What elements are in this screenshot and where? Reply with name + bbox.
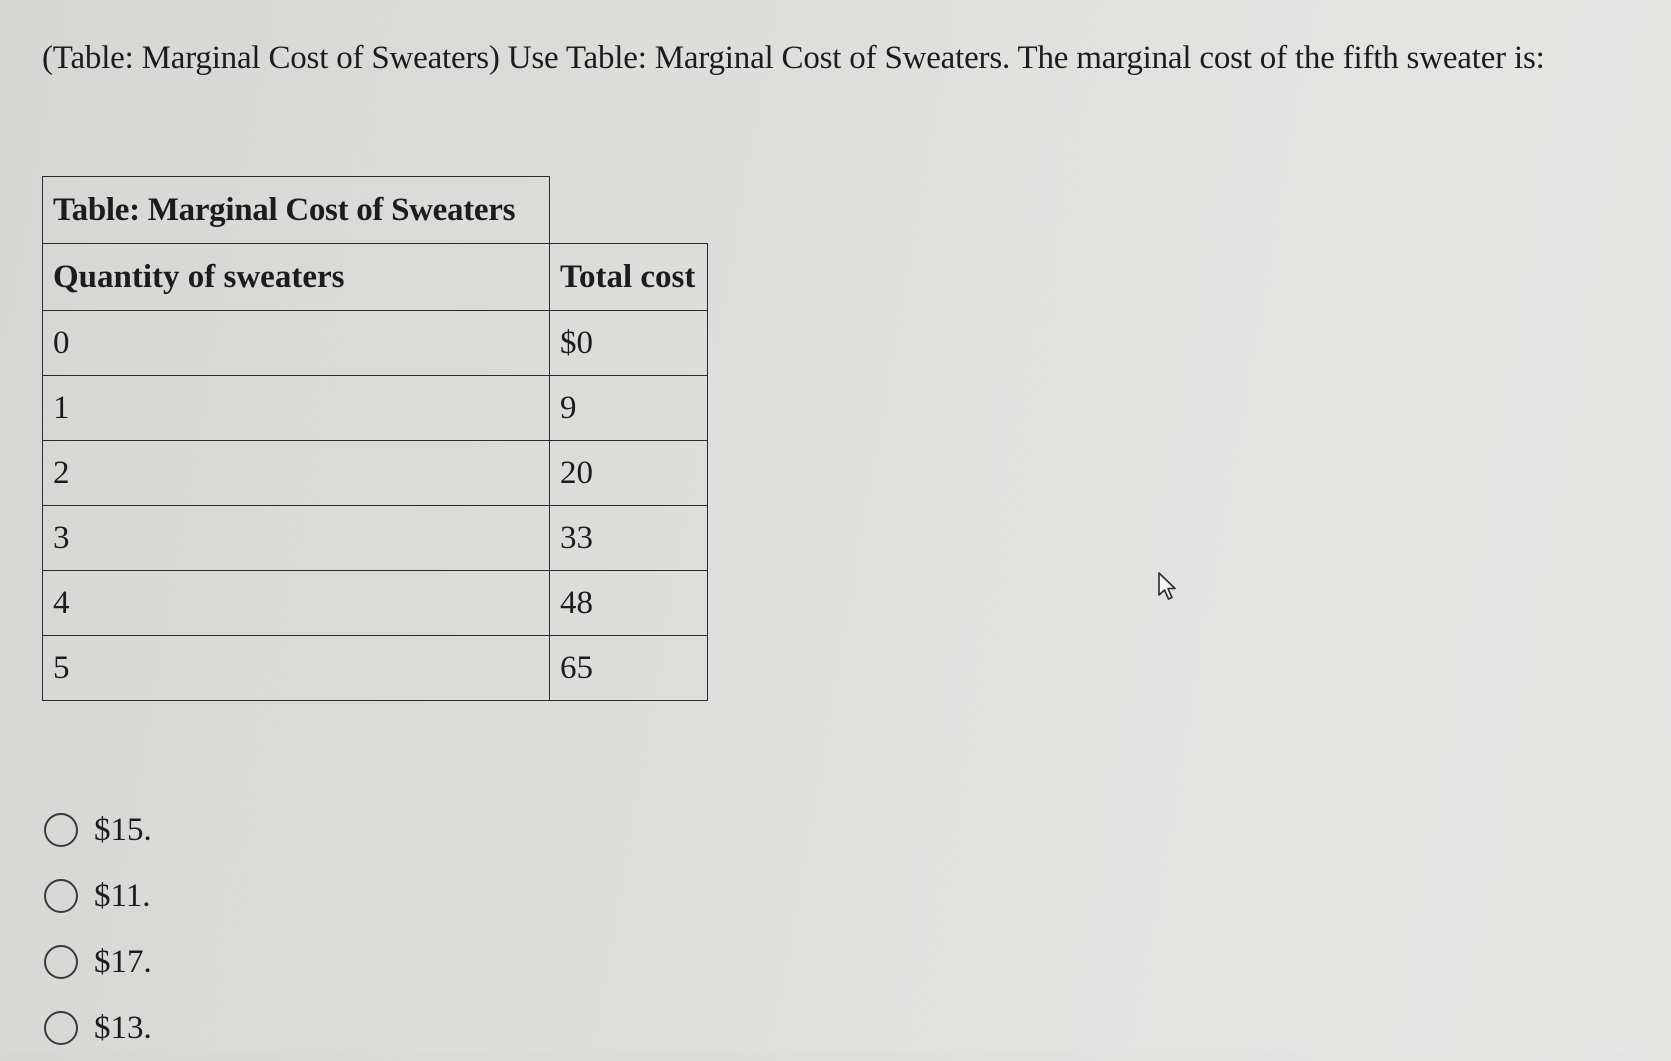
total-cost-cell: 33: [550, 506, 708, 571]
quantity-cell: 5: [43, 636, 550, 701]
quantity-cell: 2: [43, 441, 550, 506]
marginal-cost-table: [42, 176, 708, 701]
table-row: [43, 441, 708, 506]
table-caption-spacer: [550, 177, 708, 244]
table-row: [43, 376, 708, 441]
table-caption: Table: Marginal Cost of Sweaters: [43, 177, 550, 244]
mouse-pointer-icon: [1157, 571, 1179, 601]
header-total-cost: Total cost: [550, 244, 708, 311]
answer-option-label[interactable]: $15.: [94, 811, 152, 848]
table-row: [43, 571, 708, 636]
answer-option[interactable]: [44, 863, 152, 929]
answer-option-label[interactable]: $17.: [94, 943, 152, 980]
question-text: (Table: Marginal Cost of Sweaters) Use Table: Marginal Cost of Sweaters. The marginal cost of the fifth sweater is:: [42, 40, 1545, 76]
radio-button[interactable]: [44, 945, 78, 979]
table-row: [43, 506, 708, 571]
answer-options: [44, 797, 152, 1061]
total-cost-cell: $0: [550, 311, 708, 376]
radio-button[interactable]: [44, 813, 78, 847]
radio-button[interactable]: [44, 879, 78, 913]
quantity-cell: 0: [43, 311, 550, 376]
answer-option-label[interactable]: $13.: [94, 1009, 152, 1046]
radio-button[interactable]: [44, 1011, 78, 1045]
total-cost-cell: 20: [550, 441, 708, 506]
answer-option[interactable]: [44, 797, 152, 863]
table-row: [43, 636, 708, 701]
answer-option-label[interactable]: $11.: [94, 877, 151, 914]
table-caption-row: [43, 177, 708, 244]
answer-option[interactable]: [44, 929, 152, 995]
total-cost-cell: 48: [550, 571, 708, 636]
total-cost-cell: 65: [550, 636, 708, 701]
answer-option[interactable]: [44, 995, 152, 1061]
total-cost-cell: 9: [550, 376, 708, 441]
quantity-cell: 4: [43, 571, 550, 636]
table-header-row: [43, 244, 708, 311]
table-row: [43, 311, 708, 376]
header-quantity: Quantity of sweaters: [43, 244, 550, 311]
quantity-cell: 3: [43, 506, 550, 571]
quantity-cell: 1: [43, 376, 550, 441]
